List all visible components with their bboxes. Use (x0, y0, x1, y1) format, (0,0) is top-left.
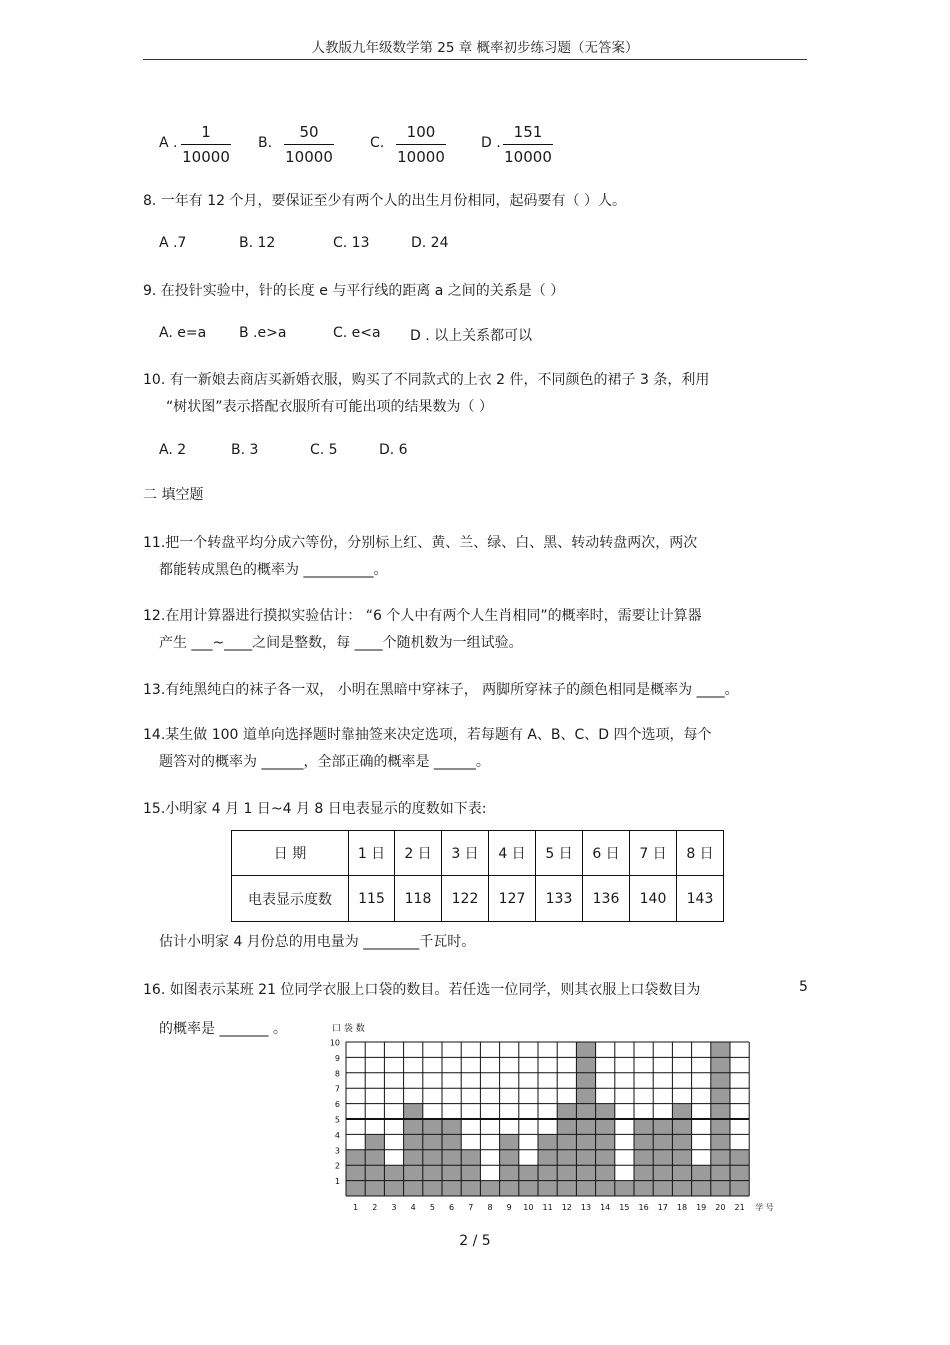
q11-line1: 11.把一个转盘平均分成六等份，分别标上红、黄、兰、绿、白、黑、转动转盘两次，两次 (143, 535, 698, 551)
fraction-denominator: 10000 (504, 148, 552, 166)
pocket-count-chart (320, 1018, 780, 1218)
fraction-numerator: 151 (513, 123, 543, 141)
table-cell-date: 6 日 (583, 831, 630, 876)
q8-option-b: B. 12 (239, 235, 276, 251)
chart-bar (423, 1119, 442, 1196)
table-cell-reading: 133 (536, 876, 583, 922)
chart-x-axis-title: 学 号 (755, 1203, 774, 1212)
q16-line1-number: 5 (799, 979, 808, 995)
q10-option-d: D. 6 (379, 442, 408, 458)
fraction-denominator: 10000 (397, 148, 445, 166)
chart-bar (480, 1181, 499, 1196)
chart-y-tick-label: 3 (334, 1146, 340, 1156)
q9-option-c: C. e<a (333, 325, 381, 341)
chart-bar (634, 1119, 653, 1196)
q7-option-a-letter: A . (159, 135, 178, 151)
fraction-numerator: 100 (406, 123, 436, 141)
chart-x-tick-label: 21 (734, 1203, 745, 1212)
table-cell-reading: 118 (395, 876, 442, 922)
q7-option-c-letter: C. (370, 135, 385, 151)
chart-bar (442, 1119, 461, 1196)
table-row-readings (232, 876, 724, 922)
table-cell-date: 7 日 (630, 831, 677, 876)
table-cell-date: 1 日 (349, 831, 395, 876)
q7-option-c-fraction (396, 122, 446, 167)
q10-line2: “树状图”表示搭配衣服所有可能出项的结果数为（ ） (166, 399, 493, 415)
chart-x-tick-label: 6 (449, 1203, 455, 1212)
chart-x-tick-label: 1 (353, 1203, 359, 1212)
chart-y-tick-label: 6 (334, 1100, 340, 1110)
q15-line2: 估计小明家 4 月份总的用电量为 ________千瓦时。 (159, 934, 476, 950)
chart-y-tick-label: 7 (334, 1084, 340, 1094)
chart-x-tick-label: 17 (657, 1203, 668, 1212)
table-head-reading: 电表显示度数 (232, 876, 349, 922)
chart-x-tick-label: 19 (696, 1203, 707, 1212)
chart-y-tick-label: 9 (334, 1053, 340, 1063)
q9-option-b: B .e>a (239, 325, 287, 341)
chart-x-tick-label: 9 (506, 1203, 512, 1212)
table-cell-reading: 115 (349, 876, 395, 922)
table-cell-reading: 127 (489, 876, 536, 922)
chart-y-tick-label: 5 (334, 1115, 340, 1125)
table-cell-date: 5 日 (536, 831, 583, 876)
chart-x-tick-label: 3 (391, 1203, 397, 1212)
chart-bar (346, 1150, 365, 1196)
chart-y-axis-title: 口 袋 数 (332, 1024, 365, 1034)
chart-x-tick-label: 10 (523, 1203, 534, 1212)
q10-option-a: A. 2 (159, 442, 187, 458)
chart-x-tick-label: 14 (600, 1203, 611, 1212)
table-cell-date: 8 日 (677, 831, 724, 876)
fraction-bar (503, 144, 553, 145)
chart-x-tick-label: 20 (715, 1203, 726, 1212)
table-cell-date: 3 日 (442, 831, 489, 876)
table-cell-reading: 140 (630, 876, 677, 922)
table-row-dates (232, 831, 724, 876)
page-header: 人教版九年级数学第 25 章 概率初步练习题（无答案） (311, 40, 639, 56)
q15-line1: 15.小明家 4 月 1 日~4 月 8 日电表显示的度数如下表: (143, 801, 487, 817)
fraction-bar (396, 144, 446, 145)
section-title-fill-in: 二 填空题 (143, 487, 204, 503)
fraction-denominator: 10000 (285, 148, 333, 166)
q10-line1: 10. 有一新娘去商店买新婚衣服，购买了不同款式的上衣 2 件，不同颜色的裙子 3 条，利用 (143, 372, 710, 388)
table-cell-date: 4 日 (489, 831, 536, 876)
q9-option-d: D . 以上关系都可以 (410, 328, 533, 344)
q8-option-c: C. 13 (333, 235, 370, 251)
q7-option-d-letter: D . (481, 135, 501, 151)
chart-x-tick-label: 15 (619, 1203, 630, 1212)
q12-line1: 12.在用计算器进行摸拟实验估计： “6 个人中有两个人生肖相同”的概率时，需要让计算器 (143, 608, 702, 624)
chart-x-tick-label: 4 (410, 1203, 416, 1212)
chart-y-tick-label: 10 (329, 1038, 340, 1048)
q16-line2: 的概率是 _______ 。 (159, 1021, 287, 1037)
chart-x-tick-label: 2 (372, 1203, 378, 1212)
chart-x-tick-label: 18 (676, 1203, 688, 1212)
chart-y-tick-label: 1 (334, 1177, 340, 1187)
chart-y-tick-label: 8 (334, 1069, 340, 1079)
q9-stem: 9. 在投针实验中，针的长度 e 与平行线的距离 a 之间的关系是（ ） (143, 283, 565, 299)
chart-bar (461, 1150, 480, 1196)
table-head-date: 日 期 (232, 831, 349, 876)
table-cell-reading: 143 (677, 876, 724, 922)
header-rule (143, 59, 807, 60)
table-cell-date: 2 日 (395, 831, 442, 876)
chart-x-tick-label: 8 (487, 1203, 493, 1212)
chart-x-tick-label: 12 (561, 1203, 572, 1212)
chart-y-tick-label: 4 (334, 1130, 340, 1140)
q14-line1: 14.某生做 100 道单向选择题时靠抽签来决定选项，若每题有 A、B、C、D 四个选项，每个 (143, 727, 712, 743)
fraction-bar (181, 144, 231, 145)
q7-option-b-fraction (284, 122, 334, 167)
q14-line2: 题答对的概率为 ______，全部正确的概率是 ______。 (159, 754, 490, 770)
q16-line1: 16. 如图表示某班 21 位同学衣服上口袋的数目。若任选一位同学，则其衣服上口袋数目为 (143, 982, 701, 998)
table-cell-reading: 136 (583, 876, 630, 922)
q7-option-a-fraction (181, 122, 231, 167)
q7-option-d-fraction (503, 122, 553, 167)
electricity-table (231, 830, 724, 922)
chart-x-tick-label: 7 (468, 1203, 474, 1212)
q8-stem: 8. 一年有 12 个月，要保证至少有两个人的出生月份相同，起码要有（ ）人。 (143, 193, 626, 209)
q10-option-b: B. 3 (231, 442, 259, 458)
chart-x-tick-label: 11 (542, 1203, 553, 1212)
q8-option-d: D. 24 (411, 235, 449, 251)
q7-option-b-letter: B. (258, 135, 273, 151)
chart-bar (653, 1119, 672, 1196)
chart-x-tick-label: 16 (638, 1203, 649, 1212)
q9-option-a: A. e=a (159, 325, 207, 341)
q12-line2: 产生 ___~____之间是整数，每 ____个随机数为一组试验。 (159, 635, 523, 651)
chart-x-tick-label: 13 (580, 1203, 592, 1212)
q8-option-a: A .7 (159, 235, 187, 251)
q13-line1: 13.有纯黑纯白的袜子各一双， 小明在黑暗中穿袜子， 两脚所穿袜子的颜色相同是概率为 ____。 (143, 682, 739, 698)
fraction-denominator: 10000 (182, 148, 230, 166)
page-number: 2 / 5 (459, 1233, 491, 1249)
chart-x-tick-label: 5 (429, 1203, 435, 1212)
q11-line2: 都能转成黑色的概率为 __________。 (159, 562, 388, 578)
table-cell-reading: 122 (442, 876, 489, 922)
q10-option-c: C. 5 (310, 442, 338, 458)
chart-bar (615, 1181, 634, 1196)
fraction-bar (284, 144, 334, 145)
chart-y-tick-label: 2 (334, 1161, 340, 1171)
fraction-numerator: 50 (299, 123, 319, 141)
chart-bar (730, 1150, 749, 1196)
fraction-numerator: 1 (201, 123, 211, 141)
